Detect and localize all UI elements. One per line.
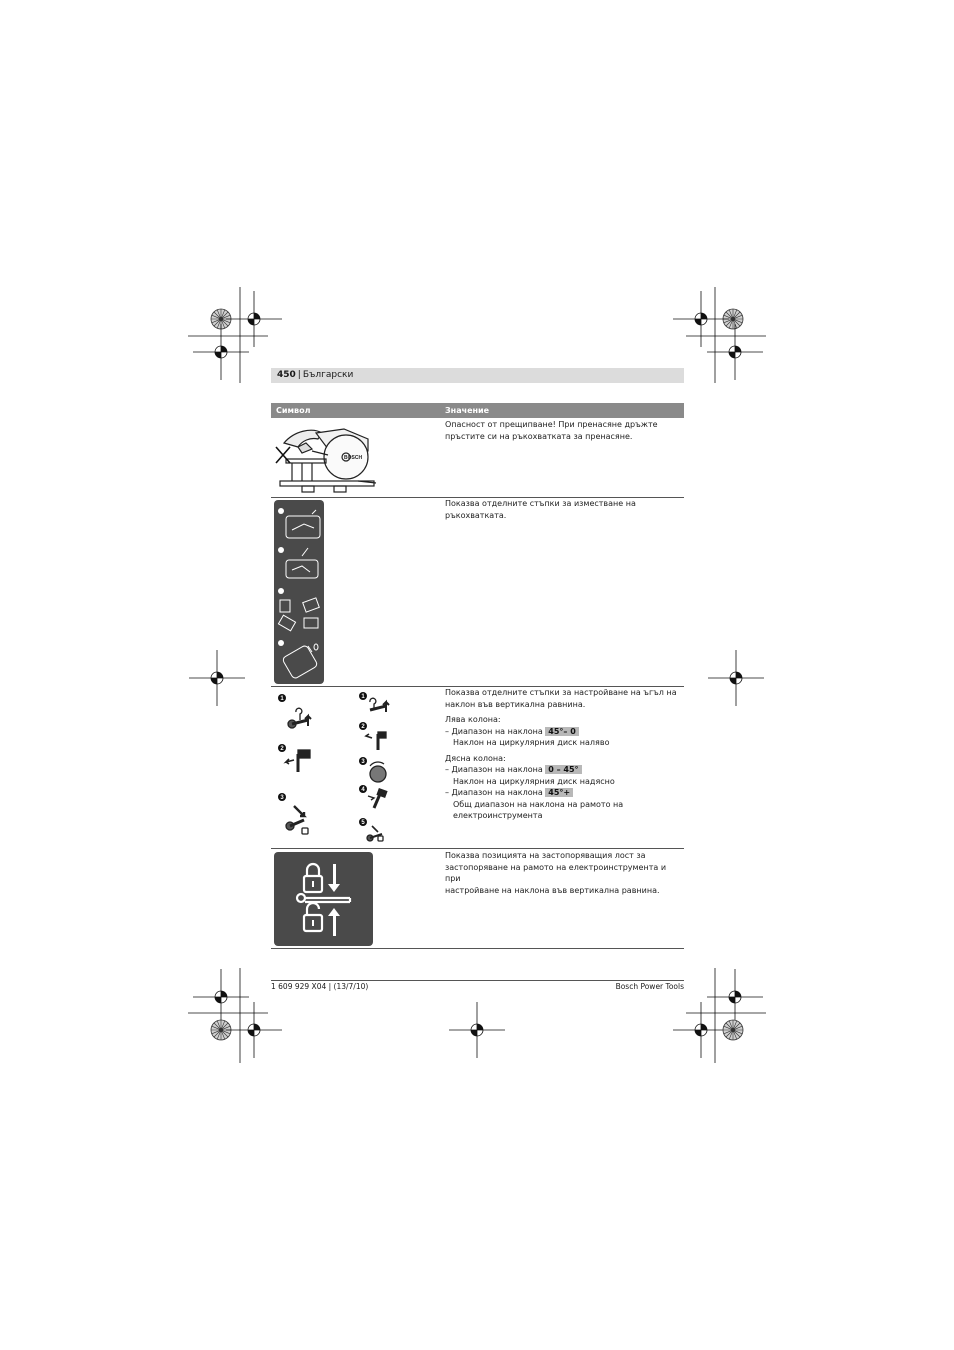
- angle-badge: 45°– 0: [545, 727, 578, 736]
- col-symbol-header: Символ: [276, 406, 311, 415]
- col-meaning-header: Значение: [445, 406, 490, 415]
- text-line: Показва позицията на застопоряващия лост за: [445, 851, 646, 860]
- footer-brand: Bosch Power Tools: [615, 982, 684, 991]
- left-column-title: Лява колона:: [445, 715, 501, 724]
- text-line: ръкохватката.: [445, 510, 507, 520]
- text-line: Общ диапазон на наклона на рамото на: [453, 799, 624, 809]
- row-divider: [271, 848, 684, 849]
- text-line: наклон във вертикална равнина.: [445, 699, 586, 709]
- footer-divider: [271, 980, 684, 981]
- angle-badge: 45°+: [545, 788, 573, 797]
- saw-pinch-hazard-icon: [272, 421, 382, 495]
- text-line: Наклон на циркулярния диск наляво: [453, 738, 610, 747]
- text-line: Показва отделните стъпки за изместване на: [445, 499, 636, 508]
- locking-lever-icon: [274, 852, 373, 946]
- text-line: – Диапазон на наклона: [445, 788, 543, 797]
- row-lock-description: [445, 850, 683, 896]
- step-number: 3: [280, 795, 284, 802]
- step-number: 3: [361, 759, 365, 766]
- step-number: 4: [361, 787, 365, 794]
- text-line: Опасност от прещипване! При пренасяне дръжте: [445, 420, 658, 429]
- row-divider: [271, 948, 684, 949]
- saw-logo: BOSCH: [344, 455, 363, 461]
- handle-steps-panel-icon: [274, 500, 324, 684]
- table-header: [271, 403, 684, 418]
- row-bevel-description: [445, 687, 683, 822]
- step-number: 2: [280, 746, 284, 753]
- footer-doc-number: 1 609 929 X04 | (13/7/10): [271, 982, 369, 991]
- text-line: застопоряване на рамото на електроинструмента и при: [445, 862, 667, 883]
- text-line: настройване на наклона във вертикална равнина.: [445, 885, 660, 895]
- row-pinch-description: [445, 419, 683, 442]
- step-number: 1: [361, 694, 365, 701]
- right-column-title: Дясна колона:: [445, 753, 506, 763]
- header-language: Български: [302, 370, 354, 380]
- page-number: 450: [277, 370, 296, 380]
- text-line: – Диапазон на наклона: [445, 765, 543, 774]
- text-line: – Диапазон на наклона: [445, 726, 543, 736]
- page-header: [271, 368, 684, 383]
- step-number: 2: [361, 724, 365, 731]
- text-line: електроинструмента: [453, 811, 543, 820]
- row-handle-description: [445, 498, 683, 521]
- text-line: Наклон на циркулярния диск надясно: [453, 776, 615, 786]
- bevel-steps-icon: [274, 690, 394, 846]
- text-line: пръстите си на ръкохватката за пренасяне.: [445, 431, 633, 441]
- angle-badge: 0 – 45°: [545, 765, 581, 774]
- step-number: 1: [280, 696, 284, 703]
- text-line: Показва отделните стъпки за настройване на ъгъл на: [445, 688, 677, 697]
- step-number: 5: [361, 820, 365, 827]
- header-separator: |: [297, 370, 301, 380]
